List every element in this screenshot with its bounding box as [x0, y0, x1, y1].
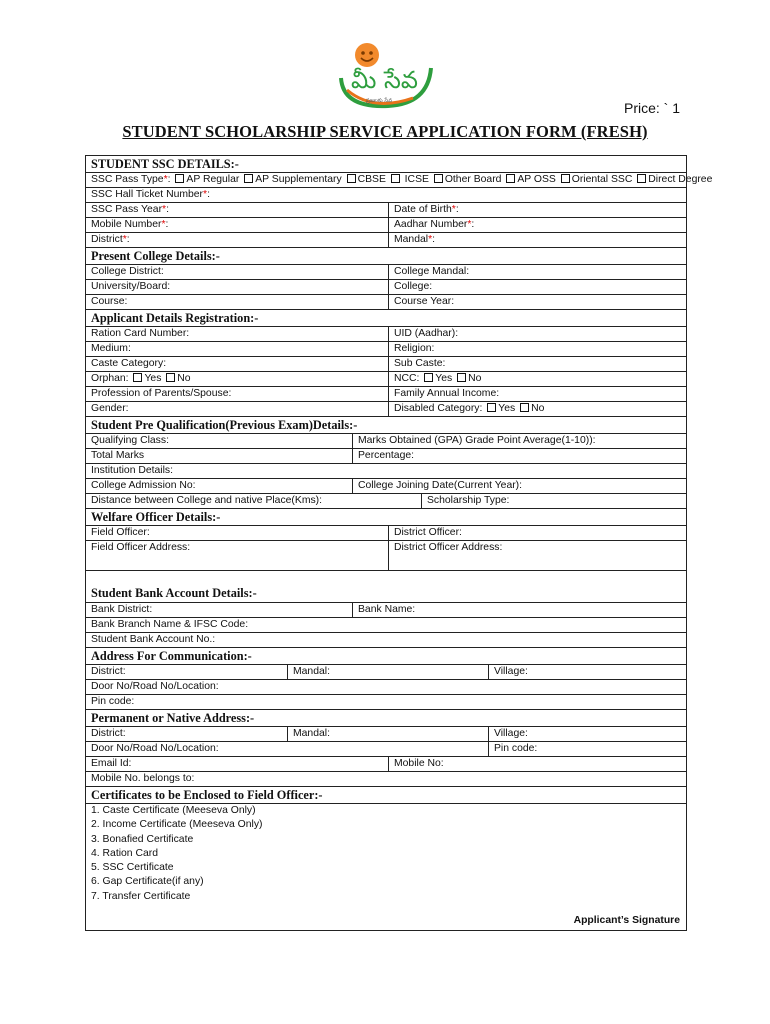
section-applicant-heading: Applicant Details Registration:- — [86, 310, 686, 327]
mobile-number-field[interactable]: Mobile Number*: — [91, 219, 169, 230]
gender-field[interactable]: Gender: — [91, 403, 129, 414]
applicant-row-1 — [86, 327, 686, 342]
prequal-row-5 — [86, 494, 686, 509]
ncc-yes-label: Yes — [435, 373, 453, 384]
qualifying-class-field[interactable]: Qualifying Class: — [91, 435, 169, 446]
checkbox-ap-regular[interactable] — [175, 174, 184, 183]
logo-tagline: ప్రజలకు సేవ — [366, 98, 393, 104]
applicant-row-5 — [86, 387, 686, 402]
disabled-no-label: No — [531, 403, 545, 414]
list-item: 5. SSC Certificate — [91, 862, 174, 874]
perm-mobile-field[interactable]: Mobile No: — [388, 757, 686, 771]
applicant-row-2 — [86, 342, 686, 357]
disabled-label: Disabled Category: — [394, 403, 486, 414]
option-icse: ICSE — [404, 174, 429, 185]
meeseva-logo — [333, 38, 439, 114]
applicant-row-6 — [86, 402, 686, 417]
applicant-row-3 — [86, 357, 686, 372]
comm-pin-field[interactable]: Pin code: — [91, 696, 135, 707]
ssc-pass-year-label: SSC Pass Year — [91, 204, 163, 215]
ssc-year-dob-row — [86, 203, 686, 218]
list-item: 4. Ration Card — [91, 847, 158, 859]
perm-row-3 — [86, 757, 686, 772]
section-prequal-heading: Student Pre Qualification(Previous Exam)Details:- — [86, 417, 686, 434]
welfare-row-2 — [86, 541, 686, 571]
checkbox-other-board[interactable] — [434, 174, 443, 183]
ncc-no-label: No — [468, 373, 482, 384]
ncc-no-checkbox[interactable] — [457, 373, 466, 382]
disabled-field — [388, 402, 686, 416]
district-mandal-row — [86, 233, 686, 248]
checkbox-direct-degree[interactable] — [637, 174, 646, 183]
sub-caste-field[interactable]: Sub Caste: — [388, 357, 686, 371]
comm-row-3 — [86, 695, 686, 710]
ncc-field — [388, 372, 686, 386]
caste-category-field[interactable]: Caste Category: — [91, 358, 167, 369]
option-cbse: CBSE — [357, 174, 386, 185]
perm-pin-field[interactable]: Pin code: — [488, 742, 686, 756]
ration-card-field[interactable]: Ration Card Number: — [91, 328, 190, 339]
option-ap-regular: AP Regular — [186, 174, 240, 185]
ncc-label: NCC: — [394, 373, 423, 384]
list-item: 7. Transfer Certificate — [91, 890, 191, 902]
list-item: 2. Income Certificate (Meeseva Only) — [91, 819, 263, 831]
applicant-signature-label: Applicant’s Signature — [573, 915, 680, 927]
bank-row-2 — [86, 618, 686, 633]
comm-row-1 — [86, 665, 686, 680]
uid-field[interactable]: UID (Aadhar): — [388, 327, 686, 341]
form-title: STUDENT SCHOLARSHIP SERVICE APPLICATION FORM (FRESH) — [122, 122, 648, 141]
mobile-number-label: Mobile Number — [91, 219, 162, 230]
option-oriental-ssc: Oriental SSC — [571, 174, 633, 185]
ssc-pass-type-row — [86, 173, 713, 188]
bank-name-field[interactable]: Bank Name: — [352, 603, 686, 617]
email-field[interactable]: Email Id: — [91, 758, 132, 769]
bank-district-field[interactable]: Bank District: — [91, 604, 153, 615]
ssc-hall-ticket-label: SSC Hall Ticket Number — [91, 189, 204, 200]
perm-row-2 — [86, 742, 686, 757]
prequal-row-1 — [86, 434, 686, 449]
applicant-row-4 — [86, 372, 686, 387]
ssc-hall-ticket-field[interactable]: SSC Hall Ticket Number*: — [91, 189, 210, 200]
mobile-aadhar-row — [86, 218, 686, 233]
ssc-pass-type: SSC Pass Type*: AP Regular AP Supplementary CBSE ICSE Other Board AP OSS Oriental SSC Direct Degree — [91, 174, 713, 185]
orphan-label: Orphan: — [91, 373, 132, 384]
disabled-yes-label: Yes — [498, 403, 516, 414]
district-officer-field[interactable]: District Officer: — [388, 526, 686, 540]
perm-district-field[interactable]: District: — [91, 728, 126, 739]
aadhar-number-field[interactable]: Aadhar Number*: — [388, 218, 686, 232]
ssc-pass-year-field[interactable]: SSC Pass Year*: — [91, 204, 169, 215]
admission-no-field[interactable]: College Admission No: — [91, 480, 196, 491]
checkbox-ap-oss[interactable] — [506, 174, 515, 183]
university-field[interactable]: University/Board: — [91, 281, 171, 292]
checkbox-ap-supplementary[interactable] — [244, 174, 253, 183]
list-item: 6. Gap Certificate(if any) — [91, 876, 204, 888]
option-ap-supplementary: AP Supplementary — [255, 174, 342, 185]
welfare-row-1 — [86, 526, 686, 541]
section-welfare-heading: Welfare Officer Details:- — [86, 509, 686, 526]
aadhar-number-label: Aadhar Number — [394, 219, 468, 230]
list-item: 3. Bonafied Certificate — [91, 833, 194, 845]
mandal-label: Mandal — [394, 234, 429, 245]
medium-field[interactable]: Medium: — [91, 343, 131, 354]
orphan-no-checkbox[interactable] — [166, 373, 175, 382]
mandal-field[interactable]: Mandal*: — [388, 233, 686, 247]
section-ssc-heading: STUDENT SSC DETAILS:- — [86, 156, 686, 173]
marks-gpa-field[interactable]: Marks Obtained (GPA) Grade Point Average(1-10)): — [352, 434, 686, 448]
price-label: Price: ` 1 — [623, 100, 680, 116]
college-mandal-field[interactable]: College Mandal: — [388, 265, 686, 279]
comm-door-field[interactable]: Door No/Road No/Location: — [91, 681, 219, 692]
college-district-field[interactable]: College District: — [91, 266, 164, 277]
perm-row-4 — [86, 772, 686, 787]
field-officer-address-field[interactable]: Field Officer Address: — [91, 542, 191, 553]
orphan-yes-checkbox[interactable] — [133, 373, 142, 382]
institution-field[interactable]: Institution Details: — [91, 465, 174, 476]
college-field[interactable]: College: — [388, 280, 686, 294]
comm-mandal-field[interactable]: Mandal: — [287, 665, 488, 679]
orphan-yes-label: Yes — [144, 373, 162, 384]
application-form — [85, 155, 713, 931]
bank-row-1 — [86, 603, 686, 618]
section-comm-heading: Address For Communication:- — [86, 648, 686, 665]
religion-field[interactable]: Religion: — [388, 342, 686, 356]
comm-row-2 — [86, 680, 686, 695]
disabled-yes-checkbox[interactable] — [487, 403, 496, 412]
section-perm-heading: Permanent or Native Address:- — [86, 710, 686, 727]
dob-label: Date of Birth — [394, 204, 452, 215]
checkbox-oriental-ssc[interactable] — [561, 174, 570, 183]
profession-field[interactable]: Profession of Parents/Spouse: — [91, 388, 232, 399]
dob-field[interactable]: Date of Birth*: — [388, 203, 686, 217]
scholarship-type-field[interactable]: Scholarship Type: — [421, 494, 686, 508]
field-officer-field[interactable]: Field Officer: — [91, 527, 150, 538]
district-field[interactable]: District*: — [91, 234, 130, 245]
perm-door-field[interactable]: Door No/Road No/Location: — [91, 743, 219, 754]
ssc-pass-type-label: SSC Pass Type — [91, 174, 164, 185]
checkbox-cbse[interactable] — [347, 174, 356, 183]
list-item: 1. Caste Certificate (Meeseva Only) — [91, 805, 256, 816]
college-row-1 — [86, 265, 686, 280]
perm-village-field[interactable]: Village: — [488, 727, 686, 741]
college-row-2 — [86, 280, 686, 295]
course-field[interactable]: Course: — [91, 296, 128, 307]
college-row-3 — [86, 295, 686, 310]
checkbox-icse[interactable] — [391, 174, 400, 183]
distance-field[interactable]: Distance between College and native Place(Kms): — [91, 495, 323, 506]
percentage-field[interactable]: Percentage: — [352, 449, 686, 463]
orphan-field — [86, 372, 388, 386]
comm-district-field[interactable]: District: — [91, 666, 126, 677]
prequal-row-2 — [86, 449, 686, 464]
ncc-yes-checkbox[interactable] — [424, 373, 433, 382]
perm-mandal-field[interactable]: Mandal: — [287, 727, 488, 741]
bank-branch-field[interactable]: Bank Branch Name & IFSC Code: — [91, 619, 249, 630]
disabled-no-checkbox[interactable] — [520, 403, 529, 412]
bank-row-3 — [86, 633, 686, 648]
perm-row-1 — [86, 727, 686, 742]
ssc-hall-ticket-row[interactable] — [86, 188, 686, 203]
comm-village-field[interactable]: Village: — [488, 665, 686, 679]
option-direct-degree: Direct Degree — [648, 174, 713, 185]
option-ap-oss: AP OSS — [517, 174, 556, 185]
orphan-no-label: No — [177, 373, 191, 384]
section-certs-heading: Certificates to be Enclosed to Field Officer:- — [86, 787, 686, 804]
total-marks-field[interactable]: Total Marks — [91, 450, 145, 461]
annual-income-field[interactable]: Family Annual Income: — [388, 387, 686, 401]
prequal-row-4 — [86, 479, 686, 494]
section-bank-heading: Student Bank Account Details:- — [86, 571, 686, 603]
mobile-belongs-field[interactable]: Mobile No. belongs to: — [91, 773, 195, 784]
district-label: District — [91, 234, 123, 245]
certificates-list — [86, 804, 686, 931]
district-officer-address-field[interactable]: District Officer Address: — [388, 541, 686, 570]
logo-text: మీ సేవ — [351, 66, 418, 94]
prequal-row-3 — [86, 464, 686, 479]
course-year-field[interactable]: Course Year: — [388, 295, 686, 309]
section-college-heading: Present College Details:- — [86, 248, 686, 265]
bank-account-field[interactable]: Student Bank Account No.: — [91, 634, 216, 645]
joining-date-field[interactable]: College Joining Date(Current Year): — [352, 479, 686, 493]
option-other-board: Other Board — [444, 174, 502, 185]
